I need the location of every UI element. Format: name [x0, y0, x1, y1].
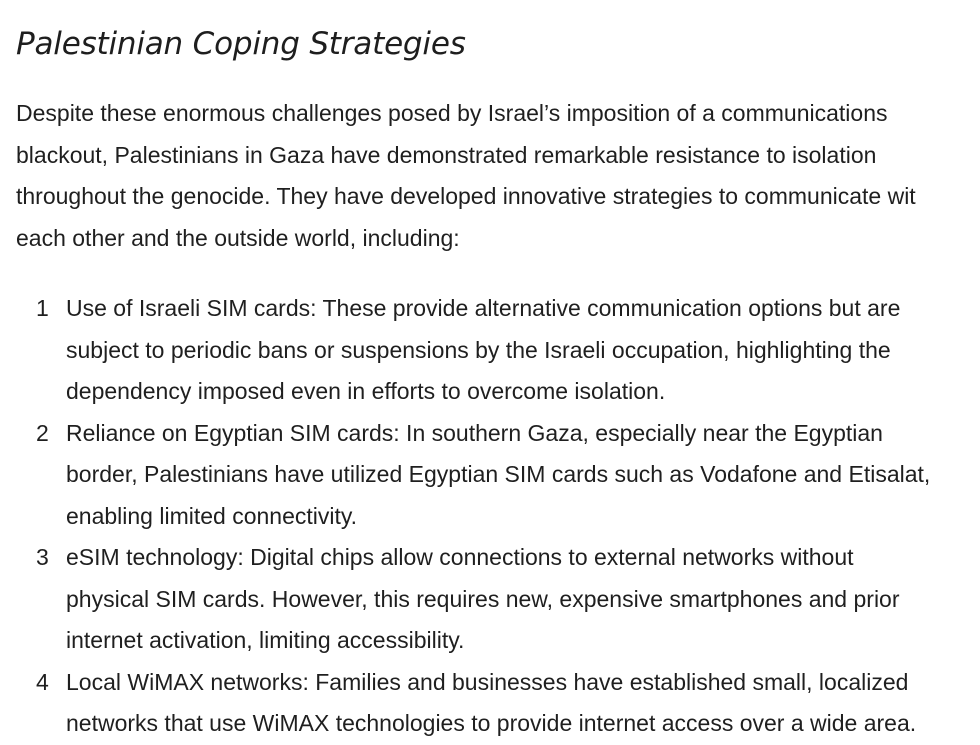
section-heading: Palestinian Coping Strategies	[16, 26, 466, 62]
list-line: border, Palestinians have utilized Egyptian SIM cards such as Vodafone and Etisalat,	[66, 461, 931, 487]
list-item-1	[16, 288, 980, 413]
list-item-text	[66, 662, 980, 745]
list-line: eSIM technology: Digital chips allow connections to external networks without	[66, 544, 854, 570]
intro-line: throughout the genocide. They have developed innovative strategies to communicate wit	[16, 183, 916, 209]
list-number: 3	[36, 544, 49, 570]
intro-line: blackout, Palestinians in Gaza have demonstrated remarkable resistance to isolation	[16, 141, 877, 168]
list-line: dependency imposed even in efforts to overcome isolation.	[66, 378, 666, 404]
list-item-2	[16, 413, 980, 538]
list-item-text	[66, 288, 980, 413]
list-line: Use of Israeli SIM cards: These provide alternative communication options but are	[66, 295, 901, 321]
list-item-text	[66, 537, 980, 662]
list-line: physical SIM cards. However, this requires new, expensive smartphones and prior	[66, 585, 900, 612]
list-line: internet activation, limiting accessibility.	[66, 627, 465, 653]
list-number: 2	[36, 419, 49, 446]
intro-line: Despite these enormous challenges posed by Israel’s imposition of a communications	[16, 100, 888, 126]
article	[16, 22, 980, 745]
list-line: subject to periodic bans or suspensions by the Israeli occupation, highlighting the	[66, 336, 891, 363]
strategies-list	[16, 288, 980, 745]
list-line: networks that use WiMAX technologies to provide internet access over a wide area.	[66, 710, 917, 736]
intro-paragraph	[16, 93, 980, 259]
list-item-3	[16, 537, 980, 662]
list-line: Local WiMAX networks: Families and businesses have established small, localized	[66, 668, 909, 695]
list-line: enabling limited connectivity.	[66, 502, 358, 529]
list-number: 4	[36, 668, 49, 695]
list-number: 1	[36, 295, 49, 321]
list-item-text	[66, 413, 980, 538]
list-line: Reliance on Egyptian SIM cards: In southern Gaza, especially near the Egyptian	[66, 419, 883, 446]
list-item-4	[16, 662, 980, 745]
intro-line: each other and the outside world, including:	[16, 224, 460, 251]
